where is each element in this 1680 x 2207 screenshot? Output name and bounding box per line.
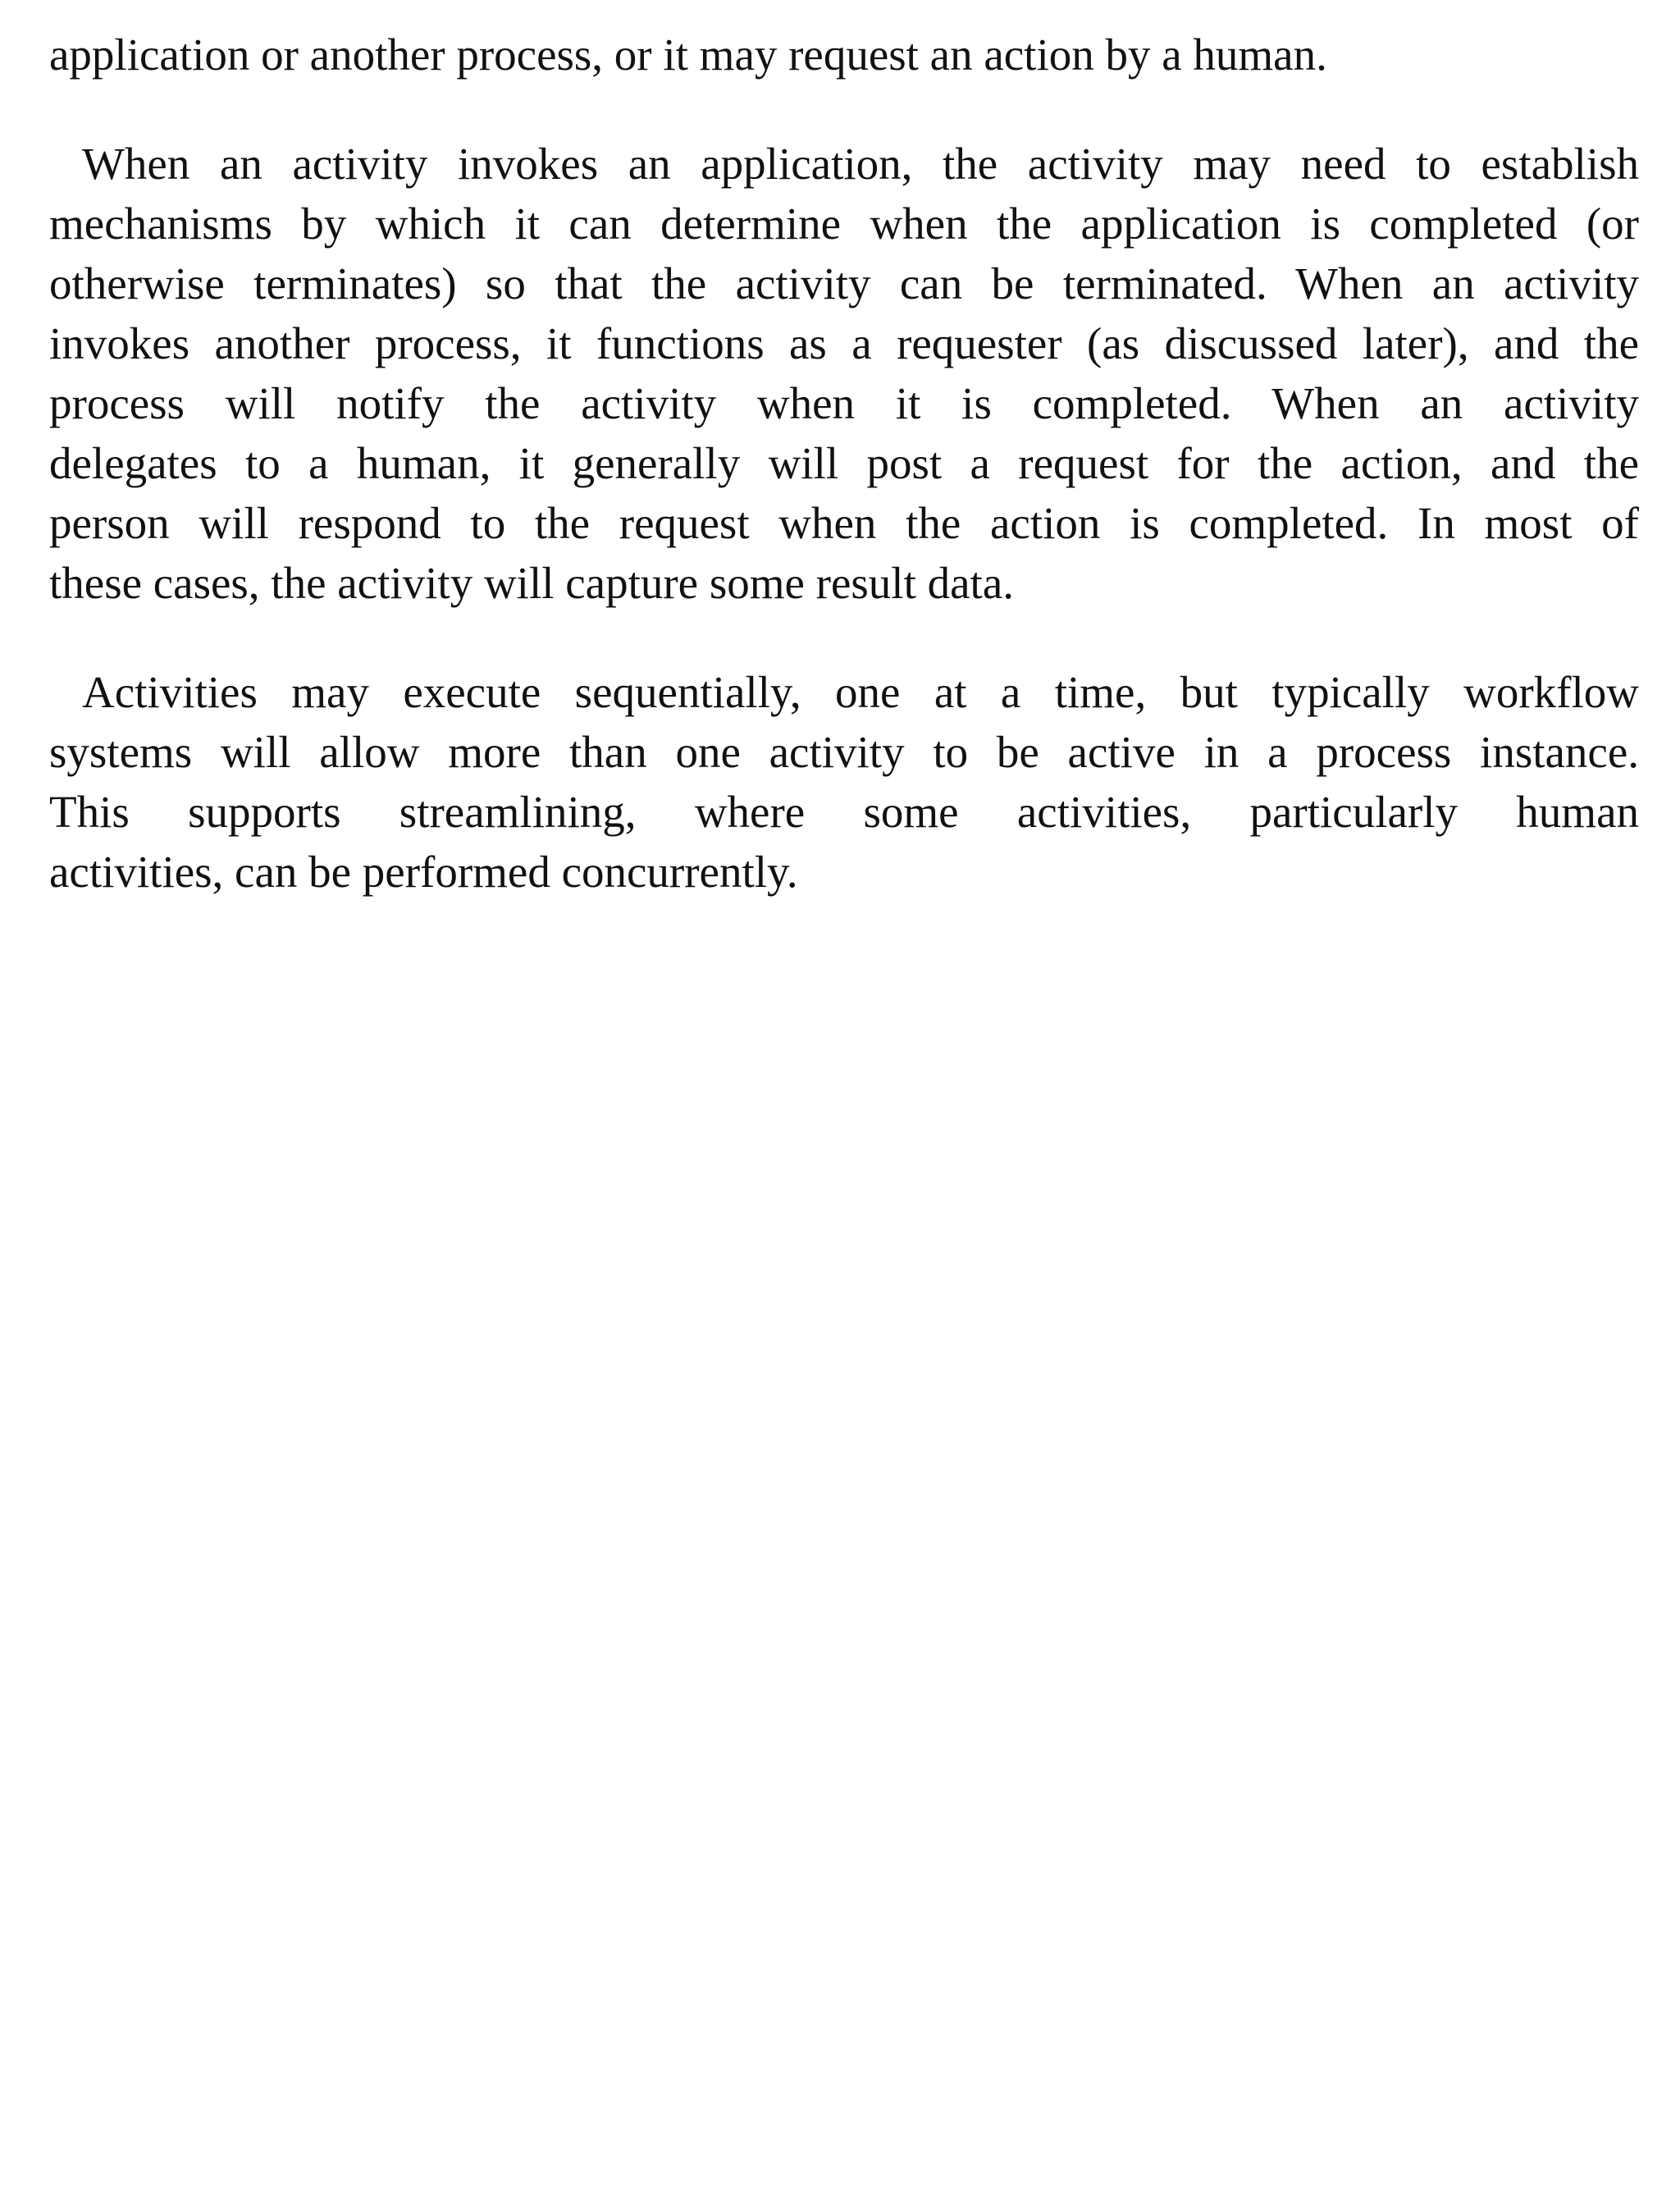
paragraph-spacer — [49, 85, 1639, 134]
text-line: these cases, the activity will capture some result data. — [49, 558, 1014, 608]
text-line: This supports streamlining, where some activities, particularly human — [49, 787, 1639, 837]
paragraph-continuation — [49, 25, 1639, 85]
text-line: Activities may execute sequentially, one at a time, but typically workflow — [82, 667, 1639, 717]
paragraph-activity-invocation — [49, 134, 1639, 613]
paragraph-activity-concurrency — [49, 662, 1639, 902]
text-line: application or another process, or it may request an action by a human. — [49, 30, 1327, 80]
text-line: activities, can be performed concurrently. — [49, 847, 798, 897]
text-line: process will notify the activity when it is completed. When an activity — [49, 378, 1639, 428]
text-line: person will respond to the request when the action is completed. In most of — [49, 498, 1639, 548]
text-line: otherwise terminates) so that the activity can be terminated. When an activity — [49, 258, 1639, 308]
text-line: invokes another process, it functions as a requester (as discussed later), and the — [49, 318, 1639, 368]
text-line: mechanisms by which it can determine when the application is completed (or — [49, 199, 1639, 249]
paragraph-spacer — [49, 613, 1639, 662]
text-line: systems will allow more than one activity to be active in a process instance. — [49, 727, 1639, 777]
document-page — [49, 25, 1639, 902]
text-line: When an activity invokes an application, the activity may need to establish — [82, 139, 1639, 189]
text-line: delegates to a human, it generally will post a request for the action, and the — [49, 438, 1639, 488]
